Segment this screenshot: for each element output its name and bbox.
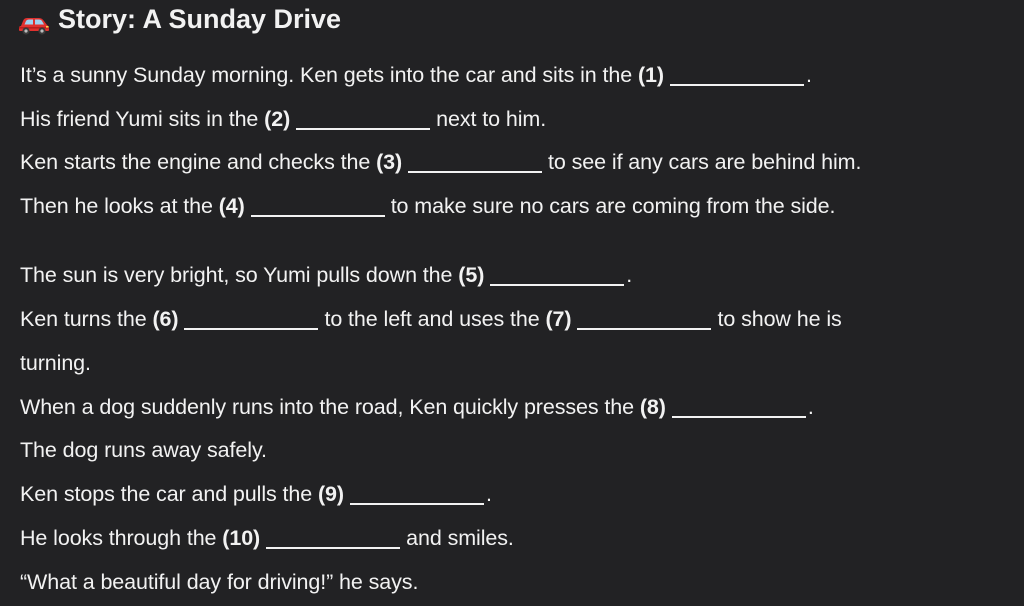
blank-number-7: (7) [545,307,572,331]
line-text: Ken turns the [20,307,147,331]
line-text: . [485,482,492,506]
blank-10[interactable] [266,547,400,549]
line-text: “What a beautiful day for driving!” he says. [20,570,419,594]
blank-number-8: (8) [639,395,666,419]
blank-8[interactable] [672,416,806,418]
line-text: and smiles. [406,526,514,550]
line-text: to see if any cars are behind him. [548,150,862,174]
story-line-9 [20,435,267,465]
line-text: Ken starts the engine and checks the [20,150,371,174]
story-title [18,2,341,36]
line-text: . [807,395,814,419]
story-line-8 [20,392,814,422]
blank-number-9: (9) [318,482,344,506]
story-line-2 [20,104,546,134]
blank-number-3: (3) [376,150,403,174]
blank-number-5: (5) [458,263,485,287]
line-text: The sun is very bright, so Yumi pulls down the [20,263,453,287]
blank-2[interactable] [296,128,430,130]
line-text: . [626,263,633,287]
story-line-12 [20,567,418,597]
blank-9[interactable] [350,503,484,505]
blank-6[interactable] [184,328,318,330]
story-line-1 [20,60,812,90]
blank-7[interactable] [577,328,711,330]
blank-number-1: (1) [637,63,664,87]
line-text: to show he is [717,307,842,331]
blank-1[interactable] [670,84,804,86]
blank-5[interactable] [490,284,624,286]
line-text: to the left and uses the [324,307,540,331]
blank-number-6: (6) [152,307,179,331]
story-line-11 [20,523,514,553]
story-line-10 [20,479,492,509]
line-text: turning. [20,351,91,375]
story-line-6 [20,304,842,334]
red-car-icon [18,9,50,31]
blank-number-2: (2) [264,107,291,131]
line-text: next to him. [436,107,547,131]
line-text: to make sure no cars are coming from the side. [390,194,836,218]
blank-number-4: (4) [218,194,245,218]
blank-4[interactable] [251,215,385,217]
blank-number-10: (10) [222,526,261,550]
line-text: Then he looks at the [20,194,213,218]
line-text: It’s a sunny Sunday morning. Ken gets into the car and sits in the [20,63,633,87]
line-text: . [805,63,812,87]
story-line-5 [20,260,632,290]
blank-3[interactable] [408,171,542,173]
line-text: He looks through the [20,526,217,550]
story-line-4 [20,191,835,221]
story-title-text: Story: A Sunday Drive [58,4,342,34]
story-line-7 [20,348,91,378]
line-text: Ken stops the car and pulls the [20,482,313,506]
line-text: When a dog suddenly runs into the road, Ken quickly presses the [20,395,634,419]
line-text: His friend Yumi sits in the [20,107,259,131]
story-line-3 [20,147,861,177]
line-text: The dog runs away safely. [20,438,267,462]
